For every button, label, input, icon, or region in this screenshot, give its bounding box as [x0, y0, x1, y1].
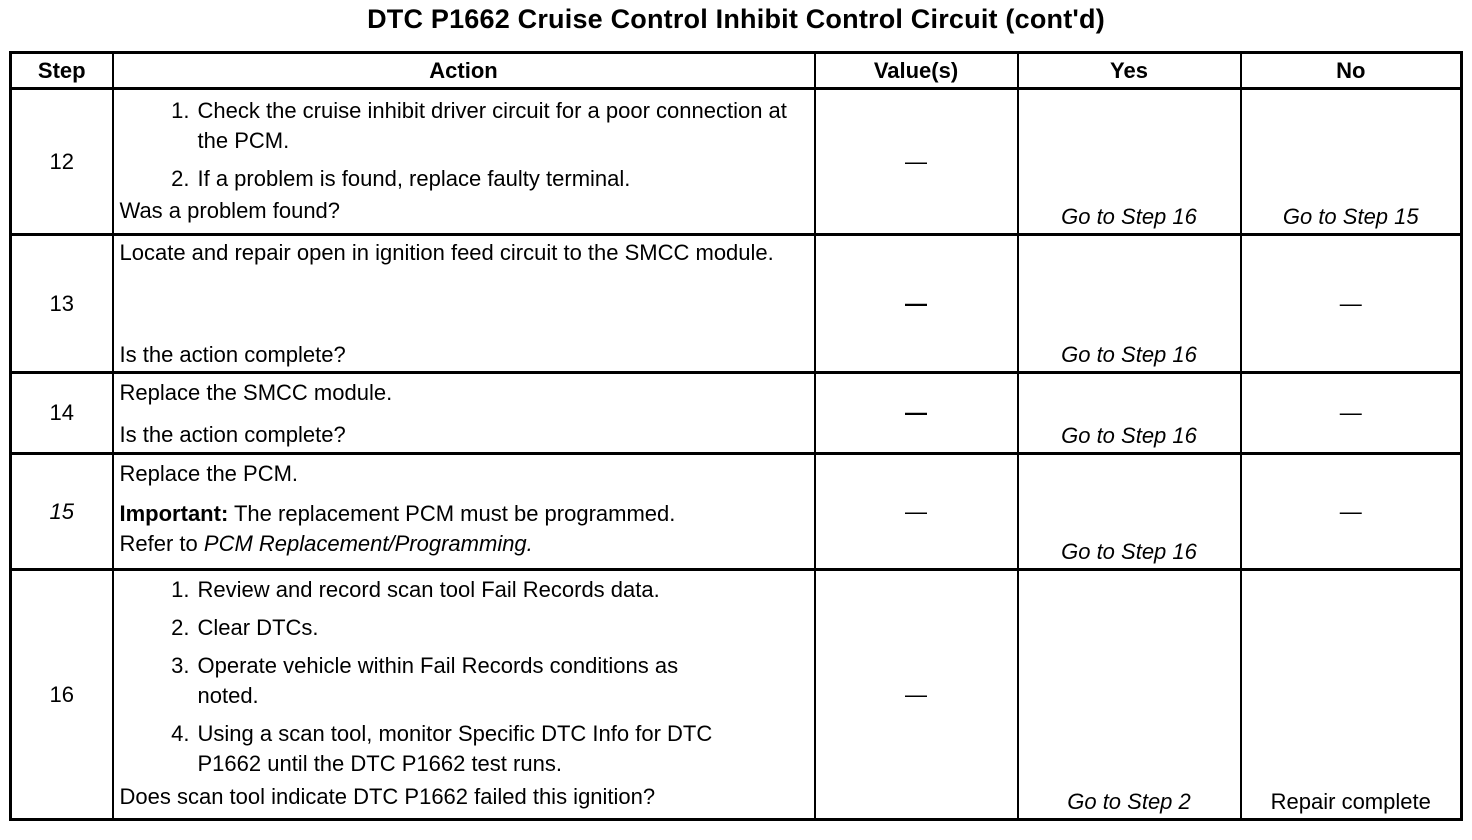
- page-title: DTC P1662 Cruise Control Inhibit Control Circuit (cont'd): [367, 4, 1105, 34]
- action-question: Does scan tool indicate DTC P1662 failed this ignition?: [119, 784, 656, 809]
- action-cell: [113, 373, 815, 454]
- yes-cell: [1018, 454, 1241, 570]
- action-text: Replace the PCM.: [119, 461, 299, 486]
- action-question: Is the action complete?: [119, 422, 346, 447]
- table-row: [11, 89, 1462, 235]
- action-question: Is the action complete?: [119, 342, 346, 367]
- action-question: Was a problem found?: [119, 198, 341, 223]
- action-cell: [113, 89, 815, 235]
- refer-link: PCM Replacement/Programming.: [203, 531, 533, 556]
- important-label: Important:: [119, 501, 229, 526]
- action-steps: [120, 96, 810, 194]
- value-cell: —: [815, 570, 1018, 820]
- no-value: —: [1339, 400, 1362, 425]
- table-row: [11, 235, 1462, 373]
- step-number: 14: [11, 373, 113, 454]
- no-cell: [1241, 373, 1462, 454]
- no-value: —: [1339, 498, 1362, 524]
- no-cell: [1241, 235, 1462, 373]
- value-cell: —: [815, 373, 1018, 454]
- action-text: Locate and repair open in ignition feed circuit to the SMCC module.: [119, 240, 774, 265]
- header-row: [11, 53, 1462, 89]
- yes-link: Go to Step 16: [1061, 539, 1197, 564]
- header-values: Value(s): [815, 53, 1018, 89]
- value-cell: —: [815, 89, 1018, 235]
- table-row: [11, 373, 1462, 454]
- no-link: Go to Step 15: [1282, 204, 1419, 229]
- list-item: 4. Using a scan tool, monitor Specific DTC Info for DTC P1662 until the DTC P1662 test runs.: [171, 721, 713, 776]
- action-cell: [113, 235, 815, 373]
- header-action: Action: [113, 53, 815, 89]
- header-step: Step: [11, 53, 113, 89]
- diagnostic-table: [9, 51, 1463, 821]
- step-number: 12: [11, 89, 113, 235]
- step-number: 13: [11, 235, 113, 373]
- step-number: 16: [11, 570, 113, 820]
- yes-link: Go to Step 16: [1061, 423, 1197, 448]
- list-item: 3. Operate vehicle within Fail Records conditions as noted.: [171, 653, 679, 708]
- refer-prefix: Refer to: [119, 531, 198, 556]
- refer-line: [120, 529, 810, 559]
- yes-link: Go to Step 16: [1061, 342, 1197, 367]
- yes-link: Go to Step 16: [1061, 204, 1197, 229]
- yes-link: Go to Step 2: [1067, 789, 1191, 814]
- table-row: [11, 570, 1462, 820]
- no-cell: [1241, 454, 1462, 570]
- yes-cell: [1018, 570, 1241, 820]
- no-cell: [1241, 89, 1462, 235]
- yes-cell: [1018, 235, 1241, 373]
- list-item: 2. If a problem is found, replace faulty terminal.: [171, 166, 631, 191]
- no-value: —: [1339, 290, 1362, 316]
- yes-cell: [1018, 89, 1241, 235]
- no-cell: [1241, 570, 1462, 820]
- header-yes: Yes: [1018, 53, 1241, 89]
- value-cell: —: [815, 235, 1018, 373]
- step-number: 15: [11, 454, 113, 570]
- list-item: 1. Review and record scan tool Fail Records data.: [171, 577, 660, 602]
- list-item: 2. Clear DTCs.: [171, 615, 319, 640]
- action-steps: [120, 575, 810, 779]
- list-item: 1. Check the cruise inhibit driver circuit for a poor connection at the PCM.: [171, 98, 787, 153]
- important-text: The replacement PCM must be programmed.: [233, 501, 676, 526]
- important-note: [120, 499, 810, 529]
- header-no: No: [1241, 53, 1462, 89]
- action-cell: [113, 570, 815, 820]
- action-text: Replace the SMCC module.: [119, 380, 393, 405]
- table-row: [11, 454, 1462, 570]
- no-result: Repair complete: [1270, 789, 1431, 814]
- action-cell: [113, 454, 815, 570]
- yes-cell: [1018, 373, 1241, 454]
- value-cell: —: [815, 454, 1018, 570]
